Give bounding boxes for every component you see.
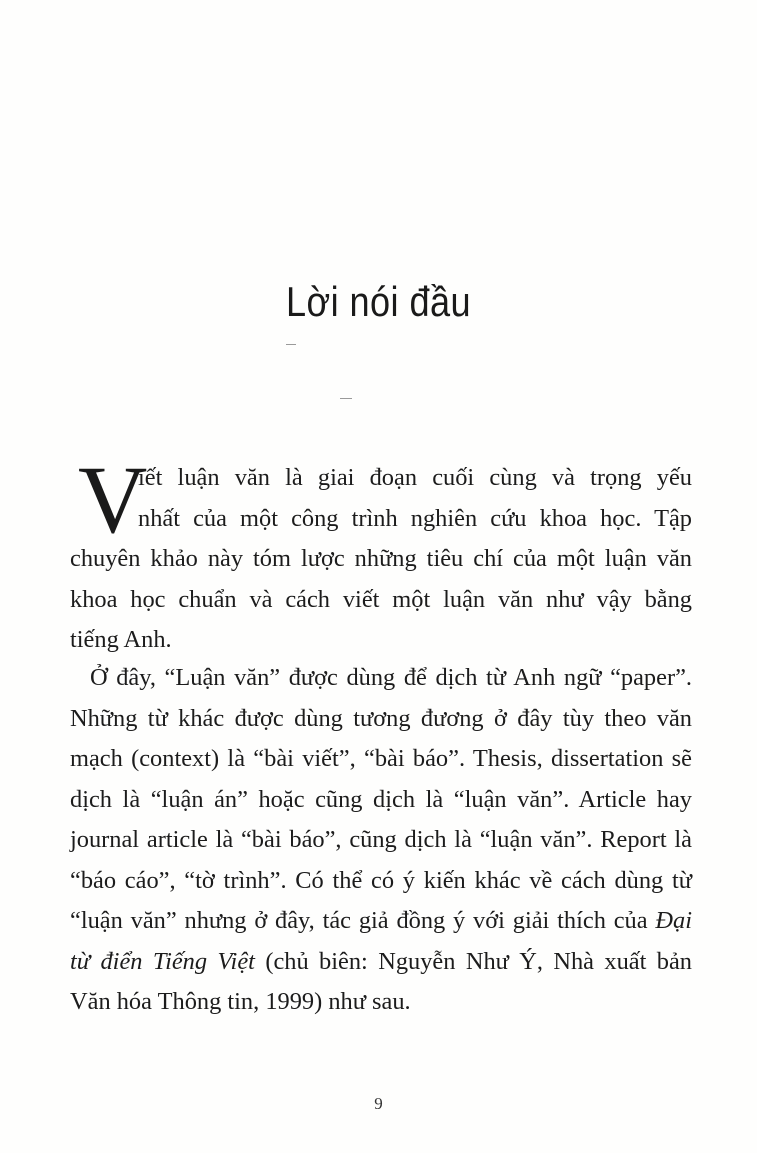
paragraph-1 bbox=[70, 458, 692, 661]
drop-cap: V bbox=[78, 446, 148, 553]
text-segment: (chủ biên: Nguyễn Như Ý, Nhà xuất bản bbox=[254, 947, 692, 975]
print-speck bbox=[286, 344, 296, 345]
italic-text: Đại bbox=[655, 907, 692, 934]
text-line: iết luận văn là giai đoạn cuối cùng và trọng yếu bbox=[138, 464, 692, 491]
text-line: journal article là “bài báo”, cũng dịch là “luận văn”. Report là bbox=[70, 826, 692, 853]
text-line: mạch (context) là “bài viết”, “bài báo”. Thesis, dissertation sẽ bbox=[70, 745, 692, 772]
page-number: 9 bbox=[374, 1094, 383, 1113]
italic-text: từ điển Tiếng Việt bbox=[70, 947, 255, 975]
text-line: nhất của một công trình nghiên cứu khoa học. Tập bbox=[138, 504, 692, 532]
text-line: khoa học chuẩn và cách viết một luận văn như vậy bằng bbox=[70, 585, 692, 613]
text-line: Những từ khác được dùng tương đương ở đây tùy theo văn bbox=[70, 704, 692, 732]
text-segment: “luận văn” nhưng ở đây, tác giả đồng ý với giải thích của bbox=[70, 907, 656, 934]
print-speck bbox=[340, 398, 352, 399]
text-line: Ở đây, “Luận văn” được dùng để dịch từ Anh ngữ “paper”. bbox=[90, 664, 692, 691]
text-line: dịch là “luận án” hoặc cũng dịch là “luận văn”. Article hay bbox=[70, 785, 692, 813]
text-line: Văn hóa Thông tin, 1999) như sau. bbox=[70, 988, 411, 1015]
text-line bbox=[70, 942, 692, 983]
text-line: chuyên khảo này tóm lược những tiêu chí của một luận văn bbox=[70, 545, 692, 572]
text-line: “báo cáo”, “tờ trình”. Có thể có ý kiến khác về cách dùng từ bbox=[70, 866, 692, 894]
text-line bbox=[70, 901, 692, 942]
chapter-title: Lời nói đầu bbox=[285, 278, 472, 325]
text-line: tiếng Anh. bbox=[70, 626, 172, 653]
paragraph-2 bbox=[70, 658, 692, 1023]
